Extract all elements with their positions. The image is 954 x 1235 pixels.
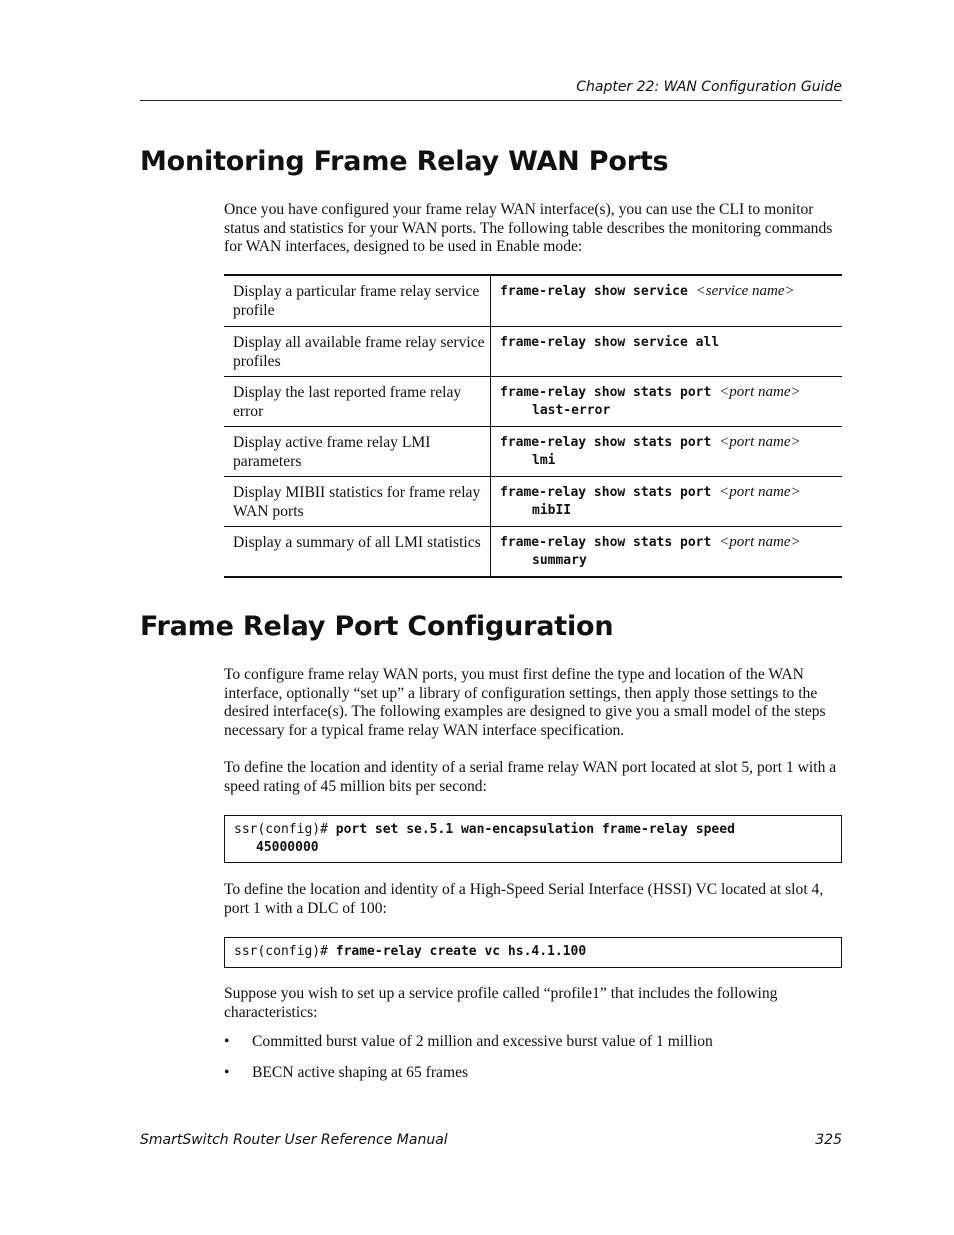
row-description: Display active frame relay LMI parameters: [224, 427, 491, 476]
command-table: [224, 274, 842, 578]
page-number: 325: [815, 1132, 842, 1148]
command-argument: <port name>: [719, 434, 801, 450]
config-paragraph-4: Suppose you wish to set up a service profile called “profile1” that includes the following characteristics:: [224, 985, 778, 1021]
table-row: [224, 276, 842, 326]
command-keyword: frame-relay show service all: [500, 335, 720, 350]
command-argument: <port name>: [719, 534, 801, 550]
intro-paragraph: Once you have configured your frame relay WAN interface(s), you can use the CLI to monitor status and statistics for your WAN ports. The following table describes the monitoring commands for WAN interfaces, designed to be used in Enable mode:: [224, 201, 833, 256]
table-row: [224, 426, 842, 476]
command-continuation: lmi: [532, 452, 556, 468]
table-row: [224, 376, 842, 426]
row-description: Display a particular frame relay service profile: [224, 276, 491, 326]
command-argument: <port name>: [719, 384, 801, 400]
code-example-hssi: [224, 937, 842, 968]
config-paragraph-1: To configure frame relay WAN ports, you must first define the type and location of the WAN interface, optionally “set up” a library of configuration settings, then apply those settings to the desired interface(s). The following examples are designed to give you a small model of the steps necessary for a typical frame relay WAN interface specification.: [224, 666, 826, 740]
row-description: Display the last reported frame relay error: [224, 377, 491, 426]
row-command: [491, 427, 842, 476]
row-command: [491, 527, 842, 576]
command-continuation: mibII: [532, 502, 572, 518]
code-command: frame-relay create vc hs.4.1.100: [335, 944, 587, 959]
header-rule: [140, 100, 842, 101]
command-keyword: frame-relay show stats port: [500, 435, 712, 450]
bullet-icon: •: [224, 1033, 230, 1050]
footer-manual-title: SmartSwitch Router User Reference Manual: [140, 1132, 448, 1148]
command-argument: <service name>: [695, 283, 795, 299]
row-command: [491, 327, 842, 376]
code-continuation: 45000000: [256, 839, 319, 855]
code-prompt: ssr(config)#: [234, 822, 328, 837]
command-keyword: frame-relay show stats port: [500, 385, 712, 400]
code-prompt: ssr(config)#: [234, 944, 328, 959]
list-item: [224, 1033, 838, 1052]
table-row: [224, 526, 842, 576]
command-continuation: summary: [532, 552, 587, 568]
command-keyword: frame-relay show stats port: [500, 485, 712, 500]
table-row: [224, 326, 842, 376]
list-item-text: Committed burst value of 2 million and excessive burst value of 1 million: [252, 1033, 713, 1050]
command-continuation: last-error: [532, 402, 611, 418]
command-argument: <port name>: [719, 484, 801, 500]
characteristics-list: [224, 1033, 838, 1094]
row-command: [491, 477, 842, 526]
row-description: Display a summary of all LMI statistics: [224, 527, 491, 576]
list-item: [224, 1064, 838, 1083]
bullet-icon: •: [224, 1063, 230, 1081]
row-description: Display MIBII statistics for frame relay WAN ports: [224, 477, 491, 526]
table-row: [224, 476, 842, 526]
running-header: Chapter 22: WAN Configuration Guide: [576, 79, 842, 95]
command-keyword: frame-relay show stats port: [500, 535, 712, 550]
code-example-serial: [224, 815, 842, 863]
row-command: [491, 377, 842, 426]
config-paragraph-3: To define the location and identity of a High-Speed Serial Interface (HSSI) VC located at slot 4, port 1 with a DLC of 100:: [224, 881, 824, 917]
list-item-text: BECN active shaping at 65 frames: [252, 1063, 469, 1081]
config-paragraph-2: To define the location and identity of a serial frame relay WAN port located at slot 5, port 1 with a speed rating of 45 million bits per second:: [224, 759, 837, 795]
row-command: [491, 276, 842, 326]
section-title-monitoring: Monitoring Frame Relay WAN Ports: [140, 146, 669, 177]
command-keyword: frame-relay show service: [500, 284, 688, 299]
code-command: port set se.5.1 wan-encapsulation frame-relay speed: [335, 822, 735, 837]
row-description: Display all available frame relay service profiles: [224, 327, 491, 376]
section-title-port-config: Frame Relay Port Configuration: [140, 611, 614, 642]
